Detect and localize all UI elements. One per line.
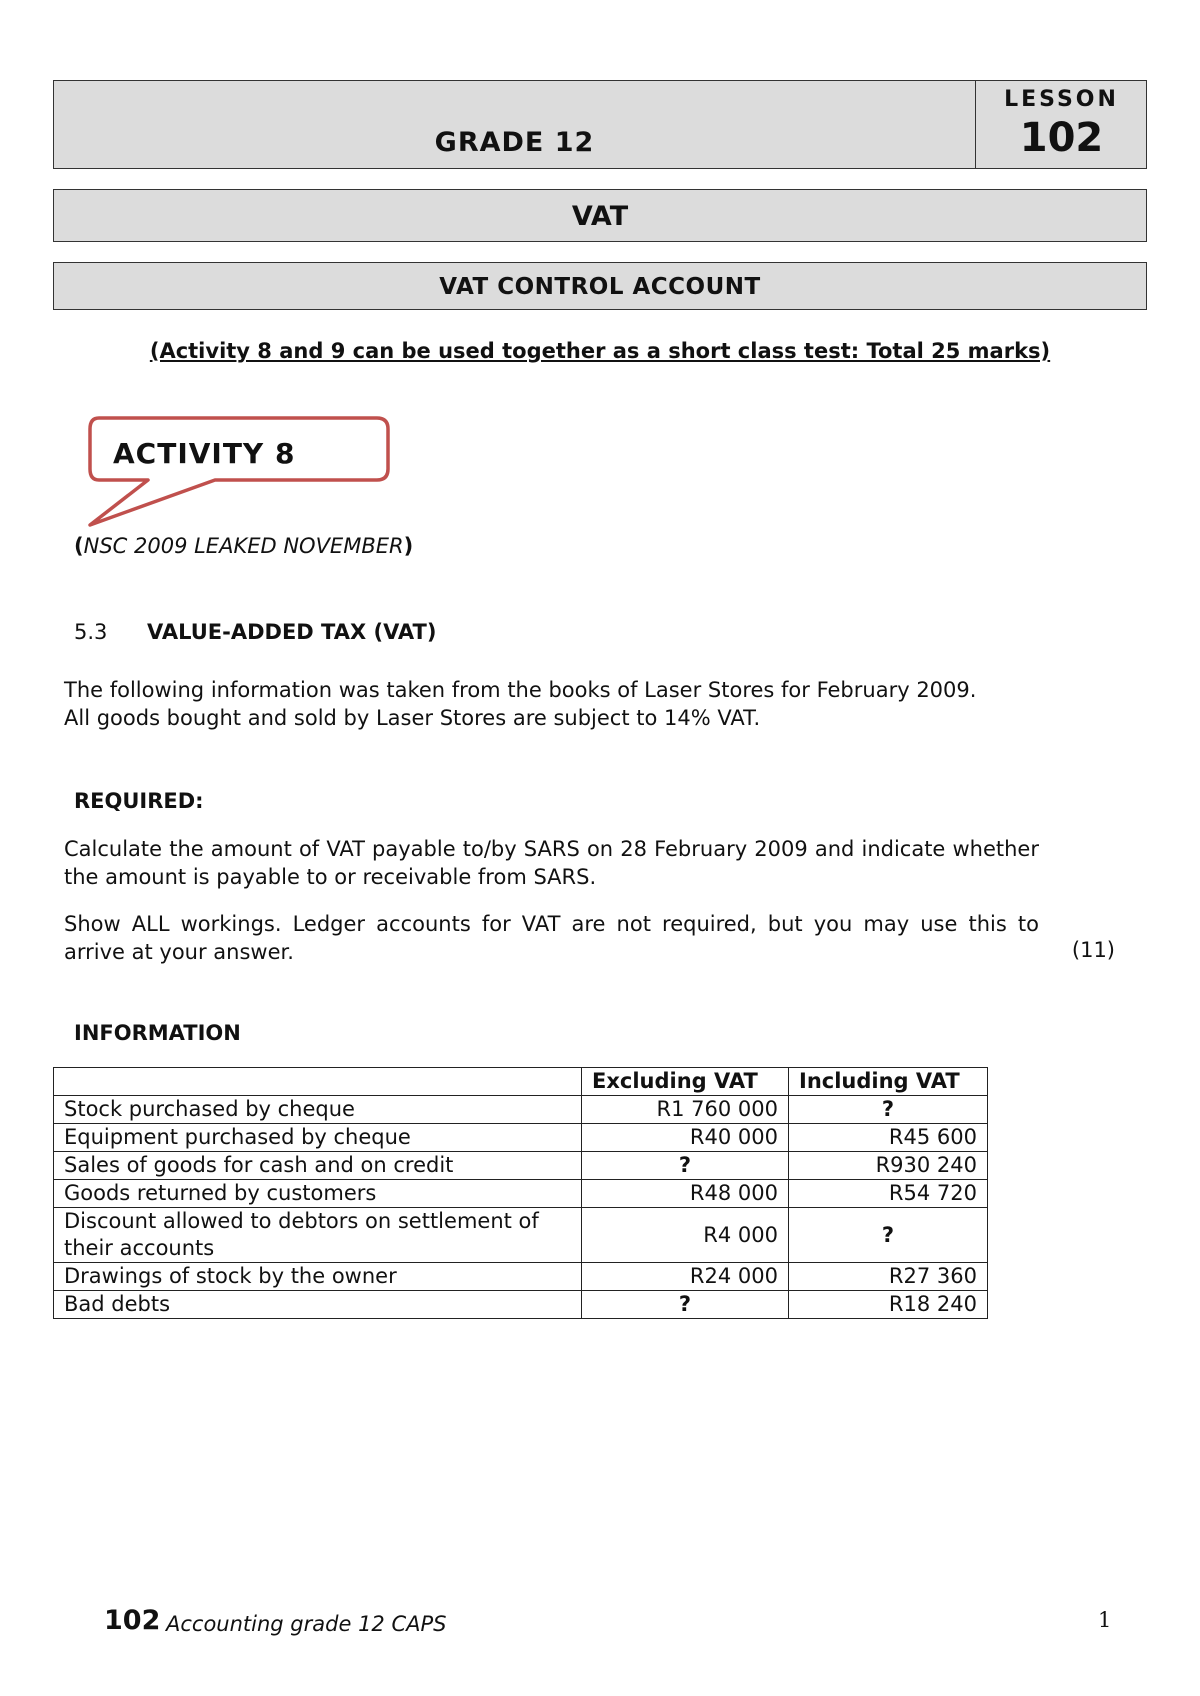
- row-description: Stock purchased by cheque: [54, 1096, 582, 1124]
- page-number: 1: [1098, 1608, 1112, 1632]
- workings-paragraph: [64, 910, 1039, 966]
- intro-line-2: All goods bought and sold by Laser Stores are subject to 14% VAT.: [64, 706, 761, 730]
- intro-line-1: The following information was taken from the books of Laser Stores for February 2009.: [64, 678, 977, 702]
- row-including-vat: ?: [789, 1096, 988, 1124]
- row-including-vat: ?: [789, 1208, 988, 1263]
- table-row: [54, 1152, 988, 1180]
- row-description: Equipment purchased by cheque: [54, 1124, 582, 1152]
- row-description: Discount allowed to debtors on settlement of their accounts: [54, 1208, 582, 1263]
- row-including-vat: R45 600: [789, 1124, 988, 1152]
- row-including-vat: R18 240: [789, 1291, 988, 1319]
- row-excluding-vat: R1 760 000: [582, 1096, 789, 1124]
- table-row: [54, 1263, 988, 1291]
- header-description: [54, 1068, 582, 1096]
- table-row: [54, 1124, 988, 1152]
- row-description: Bad debts: [54, 1291, 582, 1319]
- header-grade-banner: [53, 80, 1147, 169]
- source-text: NSC 2009 LEAKED NOVEMBER: [83, 534, 404, 558]
- lesson-number: 102: [1019, 115, 1104, 161]
- table-row: [54, 1096, 988, 1124]
- row-including-vat: R27 360: [789, 1263, 988, 1291]
- footer-text: Accounting grade 12 CAPS: [166, 1612, 447, 1636]
- workings-line-1: Show ALL workings. Ledger accounts for VAT are not required, but you may use this to: [64, 912, 1039, 936]
- subtopic-title: VAT CONTROL ACCOUNT: [439, 274, 761, 300]
- row-excluding-vat: R4 000: [582, 1208, 789, 1263]
- row-description: Sales of goods for cash and on credit: [54, 1152, 582, 1180]
- information-table: [53, 1067, 988, 1319]
- banner-divider: [975, 81, 976, 168]
- row-including-vat: R930 240: [789, 1152, 988, 1180]
- row-excluding-vat: R48 000: [582, 1180, 789, 1208]
- row-excluding-vat: R40 000: [582, 1124, 789, 1152]
- footer-lesson-number: 102: [104, 1605, 161, 1636]
- row-description: Drawings of stock by the owner: [54, 1263, 582, 1291]
- header-including-vat: Including VAT: [789, 1068, 988, 1096]
- required-heading: REQUIRED:: [74, 789, 204, 813]
- grade-title: GRADE 12: [434, 127, 595, 158]
- header-excluding-vat: Excluding VAT: [582, 1068, 789, 1096]
- section-number: 5.3: [74, 620, 108, 644]
- workings-line-2: arrive at your answer.: [64, 940, 294, 964]
- activity-label: ACTIVITY 8: [113, 437, 296, 470]
- marks-allocation: (11): [1071, 938, 1115, 962]
- subtopic-banner: [53, 262, 1147, 310]
- row-excluding-vat: ?: [582, 1152, 789, 1180]
- intro-paragraph: [64, 676, 1039, 732]
- activity-source: (NSC 2009 LEAKED NOVEMBER): [74, 534, 414, 558]
- topic-title: VAT: [571, 201, 629, 232]
- information-heading: INFORMATION: [74, 1021, 241, 1045]
- lesson-label: LESSON: [1004, 87, 1119, 112]
- table-header-row: [54, 1068, 988, 1096]
- topic-banner: [53, 189, 1147, 242]
- table-row: [54, 1180, 988, 1208]
- row-excluding-vat: ?: [582, 1291, 789, 1319]
- class-test-note: (Activity 8 and 9 can be used together as a short class test: Total 25 marks): [149, 339, 1051, 363]
- table-row: [54, 1291, 988, 1319]
- section-title: VALUE-ADDED TAX (VAT): [147, 620, 437, 644]
- row-description: Goods returned by customers: [54, 1180, 582, 1208]
- row-excluding-vat: R24 000: [582, 1263, 789, 1291]
- speech-bubble-icon: [85, 415, 395, 530]
- row-including-vat: R54 720: [789, 1180, 988, 1208]
- required-text: Calculate the amount of VAT payable to/by SARS on 28 February 2009 and indicate whether the amount is payable to or receivable from SARS.: [64, 837, 1039, 889]
- table-row: [54, 1208, 988, 1263]
